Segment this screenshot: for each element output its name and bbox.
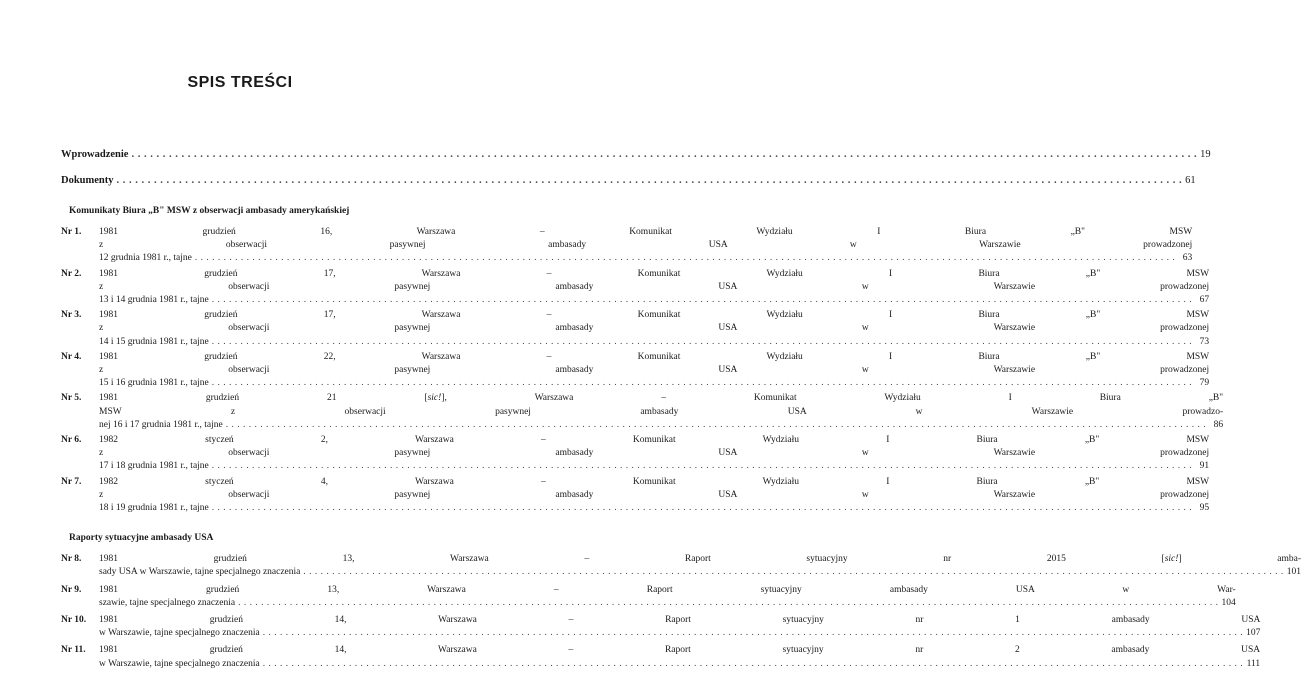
toc-page-number: 67 xyxy=(1199,295,1210,306)
dot-leader xyxy=(195,252,1175,265)
toc-page-number: 101 xyxy=(1286,567,1301,578)
toc-document-entry[interactable] xyxy=(61,584,1236,610)
document-number: Nr 10. xyxy=(61,615,87,626)
description-last-line: nej 16 i 17 grudnia 1981 r., tajne xyxy=(99,419,223,430)
toc-page-number: 107 xyxy=(1246,628,1261,639)
description-line: z obserwacji pasywnej ambasady USA w Warszawie prowadzonej xyxy=(99,323,1210,334)
toc-document-entry[interactable] xyxy=(61,644,1261,670)
description-last-line: 14 i 15 grudnia 1981 r., tajne xyxy=(99,336,209,347)
description-last-line: 17 i 18 grudnia 1981 r., tajne xyxy=(99,461,209,472)
description-last-line: sady USA w Warszawie, tajne specjalnego znaczenia xyxy=(99,567,301,578)
toc-document-entry[interactable] xyxy=(61,351,1210,391)
description-line: z obserwacji pasywnej ambasady USA w Warszawie prowadzonej xyxy=(99,240,1193,251)
description-line: 1981 grudzień 21 [sic!], Warszawa – Komunikat Wydziału I Biura „B" xyxy=(99,393,1224,404)
description-last-line: w Warszawie, tajne specjalnego znaczenia xyxy=(99,658,260,669)
document-description xyxy=(99,392,1223,432)
dot-leader xyxy=(226,419,1206,432)
dot-leader xyxy=(131,149,1197,160)
description-line: 1981 grudzień 17, Warszawa – Komunikat Wydziału I Biura „B" MSW xyxy=(99,268,1210,279)
description-line: 1982 styczeń 2, Warszawa – Komunikat Wydziału I Biura „B" MSW xyxy=(99,435,1210,446)
dot-leader xyxy=(117,175,1183,186)
toc-page-number: 19 xyxy=(1200,149,1211,160)
document-description xyxy=(99,226,1192,266)
dot-leader xyxy=(212,460,1192,473)
description-line: 1981 grudzień 14, Warszawa – Raport sytuacyjny nr 2 ambasady USA xyxy=(99,645,1261,656)
toc-document-entry[interactable] xyxy=(61,434,1210,474)
dot-leader xyxy=(263,658,1243,671)
document-number: Nr 2. xyxy=(61,268,82,279)
document-description xyxy=(99,584,1236,610)
toc-document-entry[interactable] xyxy=(61,553,1301,579)
dot-leader xyxy=(263,627,1243,640)
document-number: Nr 7. xyxy=(61,476,82,487)
description-line: 1981 grudzień 17, Warszawa – Komunikat Wydziału I Biura „B" MSW xyxy=(99,310,1210,321)
description-line: 1981 grudzień 14, Warszawa – Raport sytuacyjny nr 1 ambasady USA xyxy=(99,615,1261,626)
document-number: Nr 6. xyxy=(61,435,82,446)
document-description xyxy=(99,268,1209,308)
description-line: 1981 grudzień 16, Warszawa – Komunikat Wydziału I Biura „B" MSW xyxy=(99,227,1193,237)
dot-leader xyxy=(303,566,1283,579)
description-last-line: w Warszawie, tajne specjalnego znaczenia xyxy=(99,628,260,639)
document-number: Nr 5. xyxy=(61,393,82,404)
description-line: z obserwacji pasywnej ambasady USA w Warszawie prowadzonej xyxy=(99,448,1210,459)
description-line: 1981 grudzień 13, Warszawa – Raport sytuacyjny ambasady USA w War- xyxy=(99,584,1236,595)
toc-page-number: 91 xyxy=(1199,461,1210,472)
section-entries xyxy=(61,226,1224,515)
toc-entry-label: Dokumenty xyxy=(61,175,114,186)
toc-page-number: 79 xyxy=(1199,378,1210,389)
document-description xyxy=(99,614,1260,640)
document-number: Nr 1. xyxy=(61,227,82,237)
document-number: Nr 11. xyxy=(61,645,86,656)
dot-leader xyxy=(238,597,1218,610)
document-number: Nr 9. xyxy=(61,584,82,595)
document-number: Nr 4. xyxy=(61,351,82,362)
document-description xyxy=(99,644,1260,670)
section-heading: Raporty sytuacyjne ambasady USA xyxy=(69,533,214,544)
description-last-line: 13 i 14 grudnia 1981 r., tajne xyxy=(99,295,209,306)
toc-document-entry[interactable] xyxy=(61,614,1261,640)
document-description xyxy=(99,553,1301,579)
toc-page-number: 61 xyxy=(1185,175,1196,186)
toc-document-entry[interactable] xyxy=(61,392,1224,432)
description-line: z obserwacji pasywnej ambasady USA w Warszawie prowadzonej xyxy=(99,281,1210,292)
document-number: Nr 3. xyxy=(61,310,82,321)
toc-page-number: 104 xyxy=(1221,597,1236,608)
toc-document-entry[interactable] xyxy=(61,226,1193,266)
toc-entry-label: Wprowadzenie xyxy=(61,149,129,160)
document-description xyxy=(99,351,1209,391)
document-description xyxy=(99,309,1209,349)
toc-page-number: 95 xyxy=(1199,503,1210,514)
description-line: z obserwacji pasywnej ambasady USA w Warszawie prowadzonej xyxy=(99,489,1210,500)
toc-page-number: 86 xyxy=(1213,419,1224,430)
toc-page-number: 111 xyxy=(1246,658,1261,669)
description-line: z obserwacji pasywnej ambasady USA w Warszawie prowadzonej xyxy=(99,365,1210,376)
description-line: 1981 grudzień 22, Warszawa – Komunikat Wydziału I Biura „B" MSW xyxy=(99,351,1210,362)
section-entries xyxy=(61,553,1301,671)
dot-leader xyxy=(212,377,1192,390)
dot-leader xyxy=(212,502,1192,515)
toc-document-entry[interactable] xyxy=(61,476,1210,516)
document-number: Nr 8. xyxy=(61,554,82,565)
section-heading: Komunikaty Biura „B" MSW z obserwacji ambasady amerykańskiej xyxy=(69,206,350,216)
document-description xyxy=(99,434,1209,474)
toc-document-entry[interactable] xyxy=(61,268,1210,308)
page-title: SPIS TREŚCI xyxy=(187,74,293,91)
description-last-line: szawie, tajne specjalnego znaczenia xyxy=(99,597,236,608)
description-line: 1981 grudzień 13, Warszawa – Raport sytuacyjny nr 2015 [sic!] amba- xyxy=(99,554,1301,565)
toc-document-entry[interactable] xyxy=(61,309,1210,349)
toc-page-number: 73 xyxy=(1199,336,1210,347)
table-of-contents xyxy=(61,146,1301,671)
description-last-line: 12 grudnia 1981 r., tajne xyxy=(99,253,192,264)
description-last-line: 18 i 19 grudnia 1981 r., tajne xyxy=(99,503,209,514)
dot-leader xyxy=(212,336,1192,349)
dot-leader xyxy=(212,294,1192,307)
description-last-line: 15 i 16 grudnia 1981 r., tajne xyxy=(99,378,209,389)
document-description xyxy=(99,476,1209,516)
description-line: 1982 styczeń 4, Warszawa – Komunikat Wydziału I Biura „B" MSW xyxy=(99,476,1210,487)
toc-entry-introduction[interactable] xyxy=(61,146,1211,160)
description-line: MSW z obserwacji pasywnej ambasady USA w Warszawie prowadzo- xyxy=(99,406,1224,417)
toc-page-number: 63 xyxy=(1182,253,1193,264)
toc-entry-documents[interactable] xyxy=(61,172,1196,186)
